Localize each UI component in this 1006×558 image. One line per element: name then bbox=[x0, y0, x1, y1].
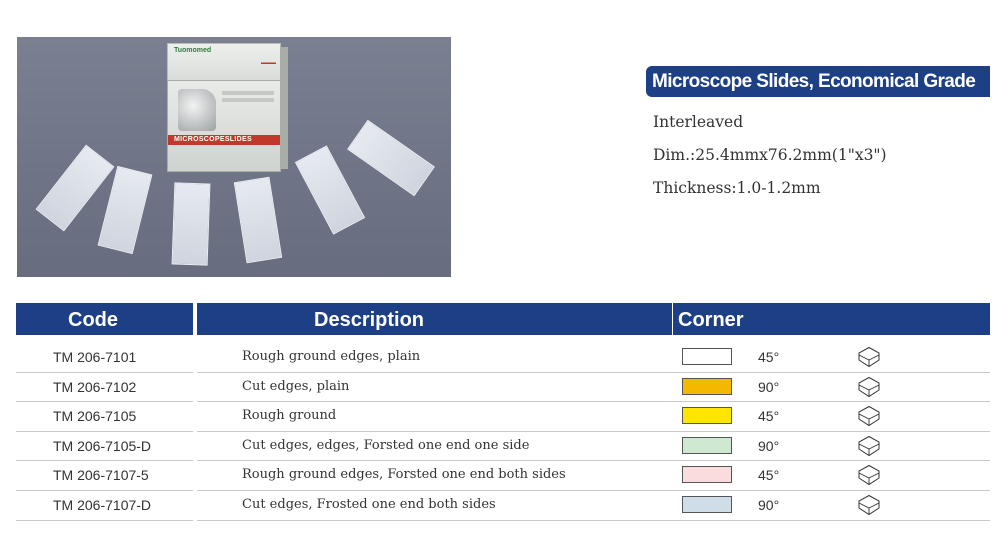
corner-angle: 90° bbox=[758, 437, 780, 454]
box-label: MICROSCOPESLIDES bbox=[174, 136, 252, 143]
corner-angle: 45° bbox=[758, 467, 780, 484]
brand-logo: Tuomomed bbox=[174, 47, 212, 54]
slide-image bbox=[98, 166, 153, 254]
color-swatch bbox=[682, 496, 732, 513]
color-swatch bbox=[682, 348, 732, 365]
spec-thickness: Thickness:1.0-1.2mm bbox=[653, 179, 821, 197]
header-description: Description bbox=[197, 303, 672, 335]
color-swatch bbox=[682, 466, 732, 483]
product-code: TM 206-7105-D bbox=[53, 437, 152, 454]
slide-image bbox=[347, 120, 435, 197]
slide-image bbox=[172, 182, 211, 265]
product-photo bbox=[17, 37, 451, 277]
header-corner: Corner bbox=[673, 303, 990, 335]
product-code: TM 206-7105 bbox=[53, 408, 137, 425]
table-row bbox=[0, 461, 1006, 491]
product-description: Cut edges, edges, Forsted one end one side bbox=[242, 437, 530, 453]
corner-shape-icon bbox=[857, 435, 881, 457]
spec-dimensions: Dim.:25.4mmx76.2mm(1"x3") bbox=[653, 146, 887, 164]
product-description: Rough ground bbox=[242, 408, 337, 424]
product-description: Cut edges, Frosted one end both sides bbox=[242, 497, 496, 512]
product-code: TM 206-7107-5 bbox=[53, 467, 149, 484]
table-row bbox=[0, 491, 1006, 521]
corner-shape-icon bbox=[857, 464, 881, 486]
product-title: Microscope Slides, Economical Grade bbox=[646, 66, 990, 97]
table-row bbox=[0, 432, 1006, 462]
table-row bbox=[0, 373, 1006, 403]
corner-shape-icon bbox=[857, 494, 881, 516]
color-swatch bbox=[682, 407, 732, 424]
product-code: TM 206-7102 bbox=[53, 378, 137, 395]
product-code: TM 206-7101 bbox=[53, 349, 137, 365]
header-code: Code bbox=[16, 303, 193, 335]
corner-shape-icon bbox=[857, 376, 881, 398]
slide-image bbox=[36, 145, 115, 232]
product-description: Cut edges, plain bbox=[242, 378, 350, 394]
product-description: Rough ground edges, Forsted one end both sides bbox=[242, 467, 566, 483]
corner-angle: 45° bbox=[758, 349, 780, 365]
microscope-picture bbox=[178, 89, 216, 131]
product-description: Rough ground edges, plain bbox=[242, 349, 421, 364]
slide-image bbox=[295, 145, 365, 234]
spec-interleaved: Interleaved bbox=[653, 113, 744, 131]
table-row bbox=[0, 343, 1006, 373]
corner-angle: 90° bbox=[758, 378, 780, 395]
corner-angle: 90° bbox=[758, 497, 780, 513]
color-swatch bbox=[682, 437, 732, 454]
color-swatch bbox=[682, 378, 732, 395]
corner-shape-icon bbox=[857, 405, 881, 427]
slide-image bbox=[234, 177, 282, 264]
corner-shape-icon bbox=[857, 346, 881, 368]
table-row bbox=[0, 402, 1006, 432]
slide-box-image: Tuomomed ▬▬▬ MICROSCOPESLIDES bbox=[167, 43, 287, 171]
product-code: TM 206-7107-D bbox=[53, 497, 152, 513]
corner-angle: 45° bbox=[758, 408, 780, 425]
